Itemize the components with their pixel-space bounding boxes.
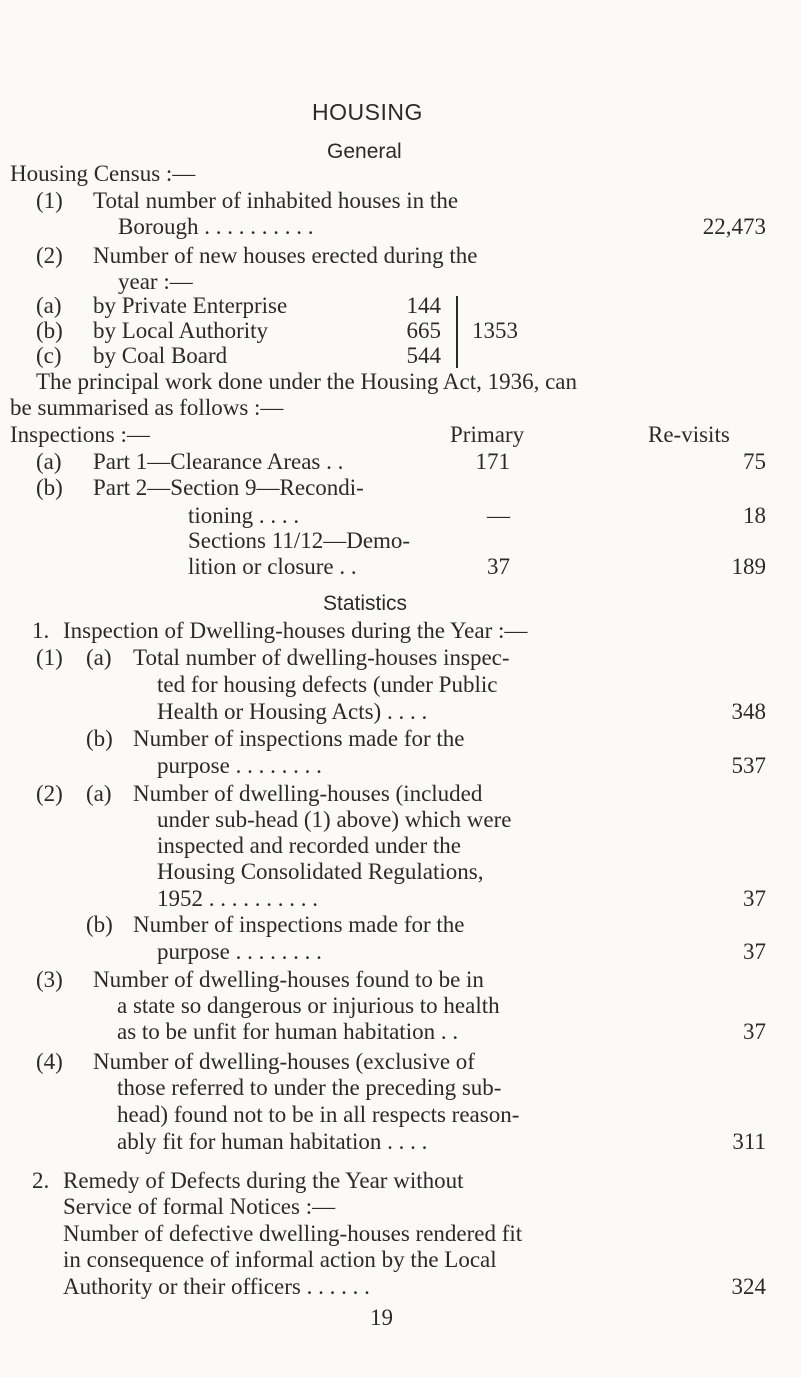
inspection-row-label: Part 2—Section 9—Recondi-: [93, 475, 364, 500]
column-header-revisits: Re-visits: [648, 422, 730, 447]
stat-line: Authority or their officers . . . . . .: [63, 1274, 370, 1299]
primary-value: 37: [487, 554, 510, 579]
page-title: HOUSING: [312, 99, 423, 125]
inspections-heading: Inspections :—: [10, 422, 150, 447]
page-number: 19: [370, 1305, 393, 1330]
item-number: (a): [86, 645, 112, 670]
stat-value: 37: [743, 886, 766, 911]
item-number: (a): [36, 293, 62, 318]
item-number: 1.: [32, 618, 50, 643]
inspection-row-label: tioning . . . .: [188, 503, 300, 528]
stat-value: 37: [743, 1019, 766, 1044]
item-number: (b): [36, 318, 63, 343]
stat-value: 311: [732, 1129, 766, 1154]
item-number: (1): [36, 188, 63, 213]
census-row-value: 665: [406, 318, 441, 343]
stat-line: Number of dwelling-houses found to be in: [93, 967, 484, 992]
stat-line: Health or Housing Acts) . . . .: [157, 699, 428, 724]
summary-line: The principal work done under the Housing Act, 1936, can: [36, 369, 578, 394]
census-row-label: by Private Enterprise: [93, 293, 288, 318]
stat-line: Service of formal Notices :—: [63, 1194, 336, 1219]
stat-line: under sub-head (1) above) which were: [157, 807, 512, 832]
item-number: (2): [36, 243, 63, 268]
item-number: (a): [36, 449, 62, 474]
item-number: 2.: [32, 1168, 50, 1193]
stat-line: purpose . . . . . . . .: [157, 939, 322, 964]
stat-line: head) found not to be in all respects reason-: [117, 1102, 520, 1127]
stat-line: a state so dangerous or injurious to health: [117, 993, 500, 1018]
census-new-houses-total: 1353: [472, 318, 518, 343]
item-number: (a): [86, 781, 112, 806]
stat-line: Total number of dwelling-houses inspec-: [133, 645, 510, 670]
stat-line: ably fit for human habitation . . . .: [117, 1129, 428, 1154]
section-heading-general: General: [327, 140, 402, 163]
brace: [452, 296, 458, 368]
item-number: (b): [86, 912, 113, 937]
census-item2-line2: year :—: [118, 269, 193, 294]
stat-value: 537: [731, 753, 766, 778]
inspection-row-label: Sections 11/12—Demo-: [188, 528, 411, 553]
item-number: (2): [36, 781, 63, 806]
revisits-value: 75: [743, 449, 766, 474]
inspection-row-label: lition or closure . .: [188, 554, 357, 579]
stat-line: as to be unfit for human habitation . .: [117, 1019, 459, 1044]
stat-line: Number of inspections made for the: [133, 726, 465, 751]
stat-line: Number of dwelling-houses (included: [133, 781, 483, 806]
primary-value: —: [487, 503, 510, 528]
stat-value: 37: [743, 939, 766, 964]
stat-line: Number of dwelling-houses (exclusive of: [93, 1049, 475, 1074]
item-number: (b): [36, 475, 63, 500]
item-number: (4): [36, 1049, 63, 1074]
census-item2-line1: Number of new houses erected during the: [93, 243, 478, 268]
census-item1-line1: Total number of inhabited houses in the: [93, 188, 459, 213]
census-row-label: by Coal Board: [93, 343, 228, 368]
primary-value: 171: [475, 449, 510, 474]
stat-line: Number of inspections made for the: [133, 912, 465, 937]
stat-line: those referred to under the preceding sub-: [117, 1075, 502, 1100]
census-total-houses: 22,473: [702, 214, 766, 239]
inspection-row-label: Part 1—Clearance Areas . .: [93, 449, 344, 474]
stat-line: ted for housing defects (under Public: [157, 672, 498, 697]
census-heading: Housing Census :—: [10, 161, 196, 186]
item-number: (1): [36, 645, 63, 670]
section-heading-statistics: Statistics: [323, 592, 408, 615]
item-number: (3): [36, 967, 63, 992]
column-header-primary: Primary: [450, 422, 525, 447]
census-row-label: by Local Authority: [93, 318, 269, 343]
summary-line: be summarised as follows :—: [10, 395, 284, 420]
stat-line: in consequence of informal action by the Local: [63, 1247, 497, 1272]
stat-value: 324: [731, 1274, 766, 1299]
census-row-value: 544: [406, 343, 441, 368]
revisits-value: 189: [731, 554, 766, 579]
revisits-value: 18: [743, 503, 766, 528]
stat-line: Housing Consolidated Regulations,: [157, 859, 484, 884]
item-number: (c): [36, 343, 62, 368]
stat-line: Remedy of Defects during the Year without: [63, 1168, 464, 1193]
stat-line: inspected and recorded under the: [157, 833, 461, 858]
stat-line: Inspection of Dwelling-houses during the Year :—: [63, 618, 528, 643]
census-row-value: 144: [406, 293, 441, 318]
stat-line: Number of defective dwelling-houses rendered fit: [63, 1221, 523, 1246]
census-item1-line2: Borough . . . . . . . . . .: [118, 214, 314, 239]
stat-line: purpose . . . . . . . .: [157, 753, 322, 778]
item-number: (b): [86, 726, 113, 751]
stat-value: 348: [731, 699, 766, 724]
stat-line: 1952 . . . . . . . . . .: [157, 886, 318, 911]
